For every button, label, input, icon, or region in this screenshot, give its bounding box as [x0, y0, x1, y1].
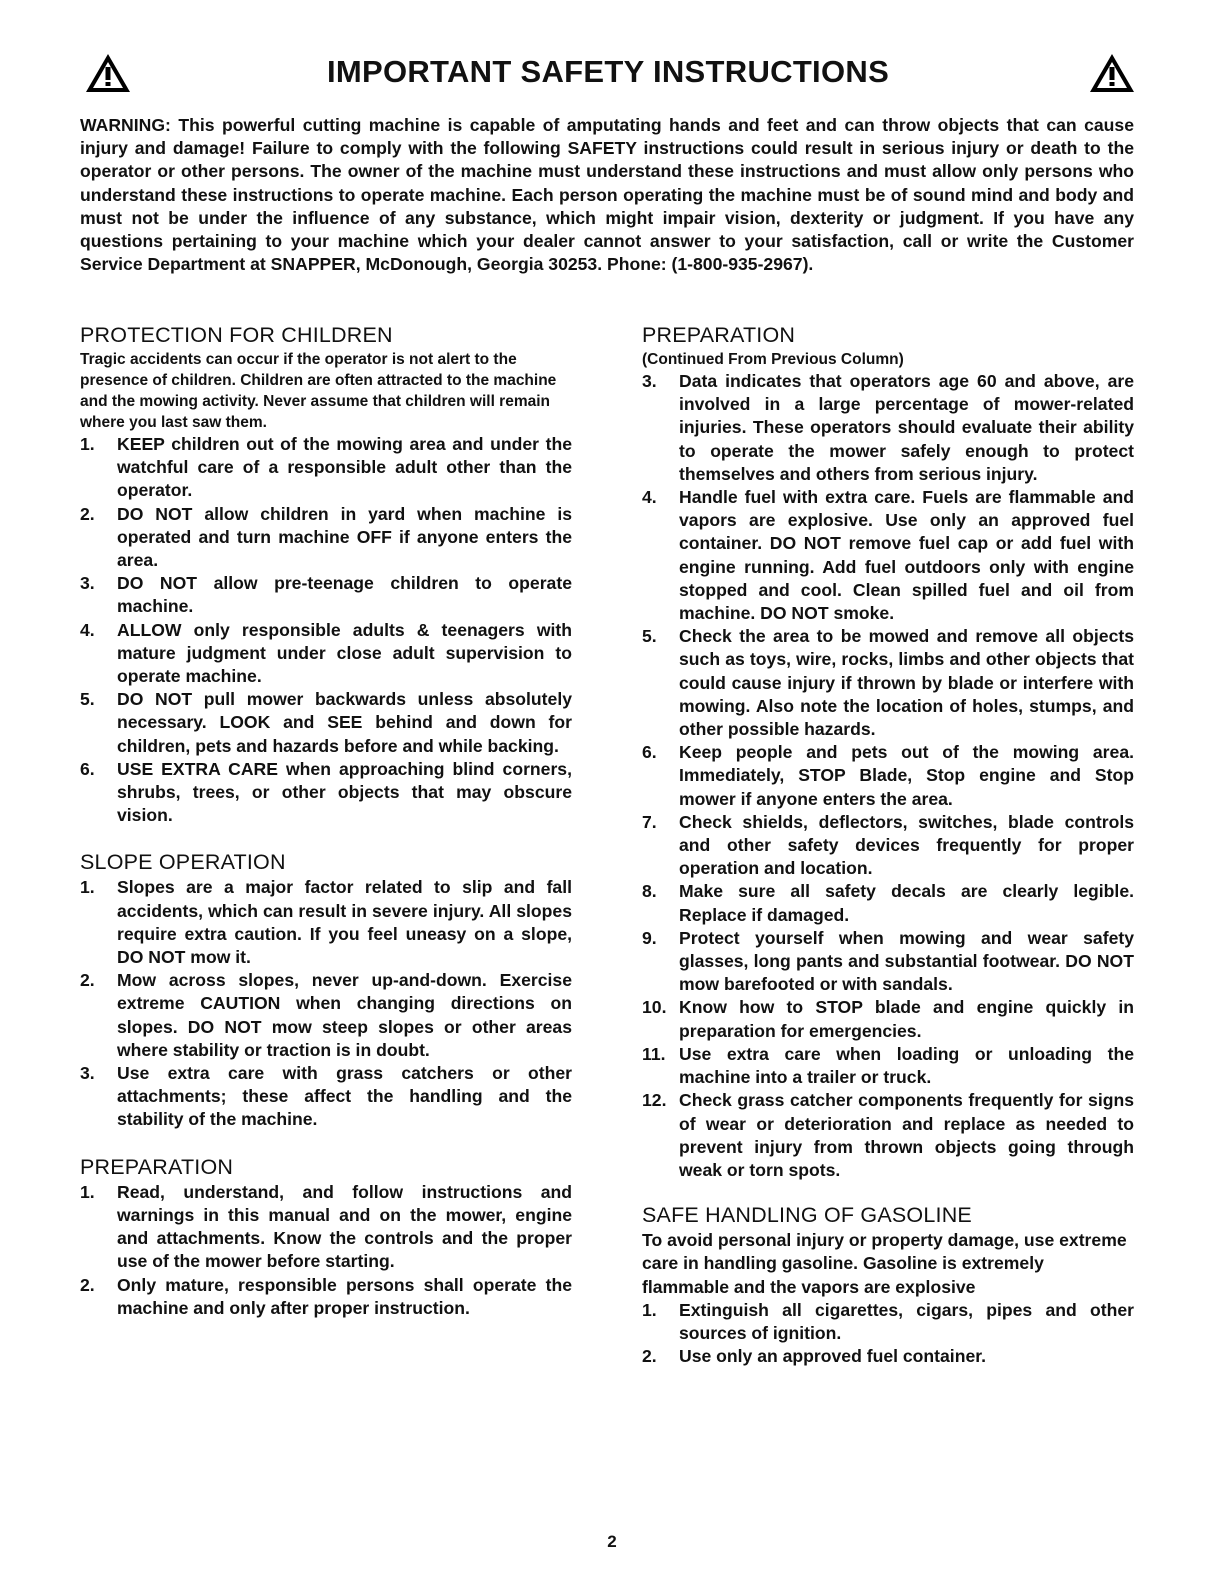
item-number: 9.	[642, 927, 657, 948]
item-text: Use only an approved fuel container.	[679, 1346, 986, 1367]
item-number: 3.	[80, 573, 95, 594]
item-text: DO NOT allow pre-teenage children to operate machine.	[117, 573, 572, 617]
item-text: Check the area to be mowed and remove all objects such as toys, wire, rocks, limbs and other objects that could cause injury if thrown by blade or interfere with mowing. Also note the location of holes, stumps, and other possible hazards.	[679, 626, 1134, 740]
warning-triangle-icon	[1088, 52, 1136, 94]
list-item	[642, 811, 1134, 881]
item-text: Handle fuel with extra care. Fuels are flammable and vapors are explosive. Use only an approved fuel container. DO NOT remove fuel cap or add fuel with engine running. Add fuel outdoors only with engine stopped and cool. Clean spilled fuel and oil from machine. DO NOT smoke.	[679, 487, 1134, 624]
item-number: 10.	[642, 997, 667, 1018]
title-row	[80, 52, 1136, 96]
item-number: 1.	[642, 1299, 657, 1320]
item-number: 1.	[80, 434, 95, 454]
list-item	[80, 1274, 572, 1320]
numbered-list	[80, 433, 572, 827]
section-heading: PREPARATION	[642, 323, 796, 347]
item-text: ALLOW only responsible adults & teenagers with mature judgment under close adult supervision to operate machine.	[117, 619, 572, 687]
continued-note: (Continued From Previous Column)	[642, 351, 904, 368]
item-number: 5.	[80, 689, 95, 710]
list-item	[80, 503, 572, 573]
page-title: IMPORTANT SAFETY INSTRUCTIONS	[326, 54, 890, 89]
list-item	[642, 927, 1134, 997]
right-column	[642, 322, 1134, 1368]
list-item	[642, 1345, 1134, 1368]
item-text: Make sure all safety decals are clearly legible. Replace if damaged.	[679, 881, 1134, 925]
item-number: 8.	[642, 881, 657, 902]
section-protection-for-children	[80, 322, 572, 827]
list-item	[80, 1181, 572, 1274]
item-text: Data indicates that operators age 60 and above, are involved in a large percentage of mower-related injuries. These operators should evaluate their ability to operate the mower safely enough to protect themselves and others from serious injury.	[679, 371, 1134, 484]
item-number: 6.	[642, 742, 657, 763]
list-item	[642, 880, 1134, 926]
section-heading: SLOPE OPERATION	[80, 850, 286, 875]
list-item	[642, 625, 1134, 741]
item-text: Check shields, deflectors, switches, blade controls and other safety devices frequently for proper operation and location.	[679, 811, 1134, 879]
item-number: 7.	[642, 811, 657, 832]
list-item	[80, 758, 572, 828]
section-intro: Tragic accidents can occur if the operator is not alert to the presence of children. Children are often attracted to the machine and the mowing activity. Never assume that children will remain where you last saw them.	[80, 351, 557, 431]
item-number: 2.	[80, 503, 95, 524]
item-text: Mow across slopes, never up-and-down. Exercise extreme CAUTION when changing directions on slopes. DO NOT mow steep slopes or other areas where stability or traction is in doubt.	[117, 970, 572, 1060]
section-preparation-continued	[642, 322, 1134, 1182]
list-item	[80, 433, 572, 503]
page-number: 2	[607, 1532, 617, 1551]
item-number: 1.	[80, 877, 95, 898]
item-number: 1.	[80, 1181, 95, 1202]
item-number: 3.	[80, 1063, 95, 1084]
list-item	[642, 996, 1134, 1042]
item-text: Use extra care with grass catchers or other attachments; these affect the handling and the stability of the machine.	[117, 1063, 572, 1130]
list-item	[80, 572, 572, 618]
item-text: Extinguish all cigarettes, cigars, pipes and other sources of ignition.	[679, 1299, 1134, 1343]
list-item	[80, 619, 572, 689]
list-item	[642, 1299, 1134, 1345]
list-item	[80, 1062, 572, 1132]
item-text: Protect yourself when mowing and wear safety glasses, long pants and substantial footwear. DO NOT mow barefooted or with sandals.	[679, 927, 1134, 995]
item-number: 6.	[80, 758, 95, 779]
section-preparation	[80, 1154, 572, 1320]
section-spacer	[80, 827, 572, 849]
numbered-list	[642, 1299, 1134, 1369]
item-text: DO NOT allow children in yard when machine is operated and turn machine OFF if anyone enters the area.	[117, 503, 572, 571]
item-number: 2.	[80, 970, 95, 991]
item-number: 2.	[642, 1346, 657, 1367]
item-text: Keep people and pets out of the mowing area. Immediately, STOP Blade, Stop engine and Stop mower if anyone enters the area.	[679, 742, 1134, 809]
section-spacer	[642, 1182, 1134, 1202]
list-item	[642, 486, 1134, 625]
left-column	[80, 322, 572, 1320]
item-number: 2.	[80, 1274, 95, 1295]
item-text: USE EXTRA CARE when approaching blind corners, shrubs, trees, or other objects that may obscure vision.	[117, 758, 572, 826]
list-item	[642, 741, 1134, 811]
section-safe-handling-of-gasoline	[642, 1202, 1134, 1368]
item-text: Know how to STOP blade and engine quickly in preparation for emergencies.	[679, 997, 1134, 1041]
item-text: Read, understand, and follow instructions and warnings in this manual and on the mower, engine and attachments. Know the controls and the proper use of the mower before starting.	[117, 1181, 572, 1272]
numbered-list	[80, 876, 572, 1131]
item-number: 4.	[642, 487, 657, 508]
item-number: 12.	[642, 1090, 667, 1111]
item-text: Slopes are a major factor related to slip and fall accidents, which can result in severe injury. All slopes require extra caution. If you feel uneasy on a slope, DO NOT mow it.	[117, 877, 572, 968]
list-item	[80, 688, 572, 758]
section-intro: To avoid personal injury or property damage, use extreme care in handling gasoline. Gasoline is extremely flammable and the vapors are explosive	[642, 1230, 1127, 1297]
section-heading: PREPARATION	[80, 1154, 234, 1179]
item-number: 5.	[642, 626, 657, 647]
section-spacer	[80, 1132, 572, 1154]
list-item	[642, 1043, 1134, 1089]
item-text: Use extra care when loading or unloading the machine into a trailer or truck.	[679, 1043, 1134, 1088]
numbered-list	[642, 370, 1134, 1182]
item-number: 4.	[80, 619, 95, 640]
list-item	[80, 969, 572, 1062]
list-item	[642, 370, 1134, 486]
section-heading: SAFE HANDLING OF GASOLINE	[642, 1203, 972, 1228]
item-text: Only mature, responsible persons shall operate the machine and only after proper instruction.	[117, 1274, 572, 1318]
item-number: 3.	[642, 371, 657, 391]
numbered-list	[80, 1181, 572, 1320]
list-item	[642, 1089, 1134, 1182]
item-number: 11.	[642, 1043, 666, 1064]
section-heading: PROTECTION FOR CHILDREN	[80, 323, 393, 347]
section-slope-operation	[80, 849, 572, 1131]
item-text: DO NOT pull mower backwards unless absolutely necessary. LOOK and SEE behind and down for children, pets and hazards before and while backing.	[117, 689, 572, 756]
warning-paragraph: WARNING: This powerful cutting machine is capable of amputating hands and feet and can throw objects that can cause injury and damage! Failure to comply with the following SAFETY instructions could result in serious injury or death to the operator or other persons. The owner of the machine must understand these instructions and must allow only persons who understand these instructions to operate machine. Each person operating the machine must be of sound mind and body and must not be under the influence of any substance, which might impair vision, dexterity or judgment. If you have any questions pertaining to your machine which your dealer cannot answer to your satisfaction, call or write the Customer Service Department at SNAPPER, McDonough, Georgia 30253. Phone: (1-800-935-2967).	[80, 115, 1134, 275]
list-item	[80, 876, 572, 969]
item-text: KEEP children out of the mowing area and under the watchful care of a responsible adult other than the operator.	[117, 434, 572, 501]
item-text: Check grass catcher components frequently for signs of wear or deterioration and replace as needed to prevent injury from thrown objects going through weak or torn spots.	[679, 1090, 1134, 1180]
